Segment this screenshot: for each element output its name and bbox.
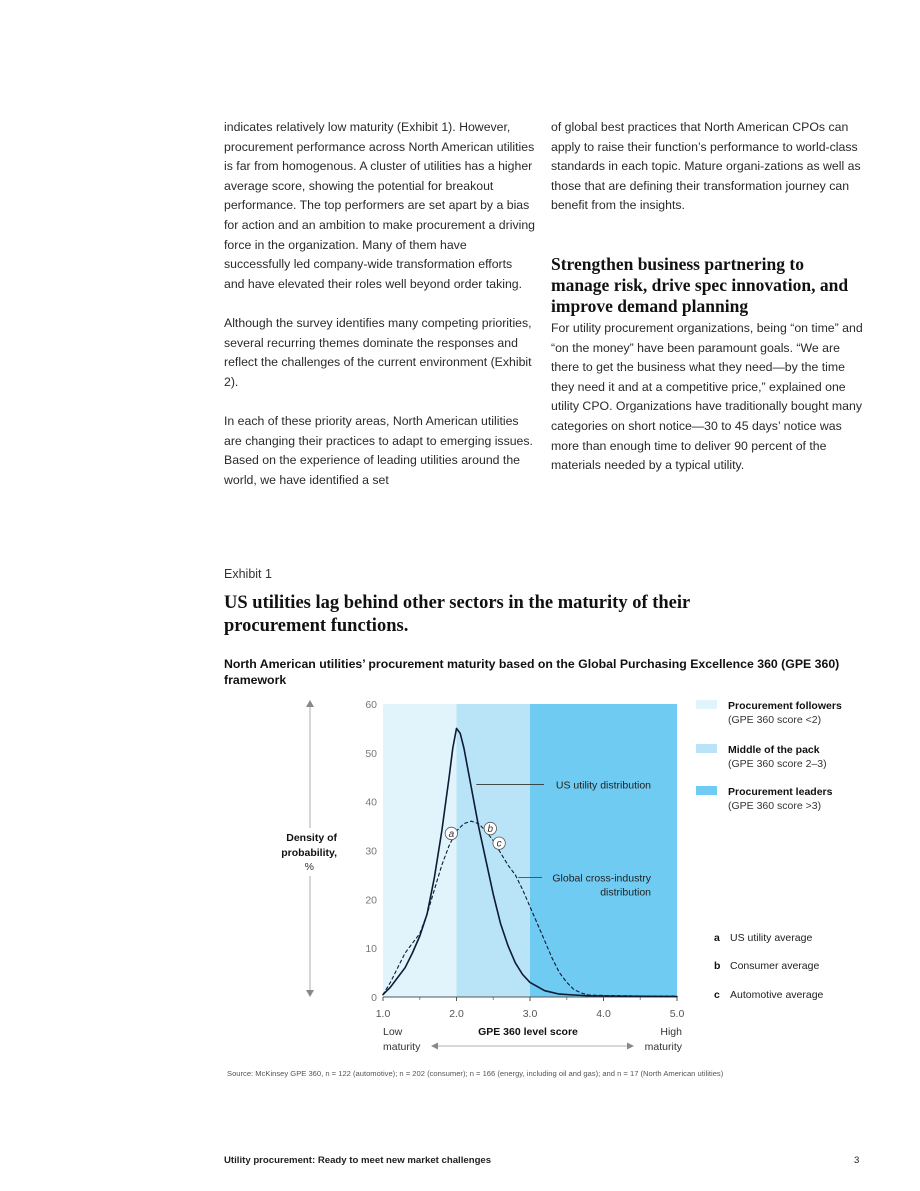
exhibit-label: Exhibit 1 <box>224 567 272 581</box>
low-maturity-label: maturity <box>383 1041 421 1053</box>
y-tick-label: 0 <box>371 992 377 1004</box>
legend-marker-letter: a <box>714 932 720 944</box>
average-marker-letter: b <box>487 824 494 836</box>
high-maturity-label: High <box>660 1026 682 1038</box>
legend-marker-letter: c <box>714 989 720 1001</box>
zone-band-2 <box>457 704 531 997</box>
legend-zone-name: Procurement leaders <box>728 786 833 798</box>
body-paragraph: indicates relatively low maturity (Exhibit 1). However, procurement performance across North American utilities is far from homogenous. A cluster of utilities has a higher average score, showing the potential for breakout performance. The top performers are set apart by a bias for action and an ambition to make procurement a driving force in the organization. Many of them have successfully led company-wide transformation efforts and have elevated their roles well beyond order taking. <box>224 120 536 291</box>
y-axis-label: Density of <box>286 832 337 844</box>
legend-marker-letter: b <box>714 960 721 972</box>
legend-zone-name: Procurement followers <box>728 700 842 712</box>
y-axis-arrow-down-icon <box>306 990 314 997</box>
low-maturity-label: Low <box>383 1026 403 1038</box>
us-distribution-label: US utility distribution <box>555 779 651 792</box>
page-number: 3 <box>854 1155 860 1166</box>
zone-band-3 <box>530 704 677 997</box>
chart-subtitle: North American utilities’ procurement maturity based on the Global Purchasing Excellence 360 (GPE 360) framework <box>224 657 840 687</box>
legend-zone-range: (GPE 360 score <2) <box>728 714 822 726</box>
average-marker-letter: c <box>496 838 502 850</box>
y-tick-label: 60 <box>365 699 377 711</box>
x-tick-label: 4.0 <box>596 1008 611 1020</box>
y-tick-label: 40 <box>365 796 377 809</box>
legend-swatch <box>696 744 717 753</box>
legend-zone-range: (GPE 360 score >3) <box>728 800 822 812</box>
x-tick-label: 1.0 <box>375 1008 391 1020</box>
average-marker-letter: a <box>448 828 455 840</box>
y-axis-unit: % <box>304 861 314 873</box>
legend-zone-name: Middle of the pack <box>728 744 820 756</box>
x-axis-label: GPE 360 level score <box>478 1026 578 1038</box>
global-distribution-label: distribution <box>600 886 651 899</box>
x-tick-label: 5.0 <box>669 1008 685 1020</box>
legend-marker-label: Automotive average <box>730 989 824 1001</box>
zone-band-1 <box>383 704 457 997</box>
global-distribution-label: Global cross-industry <box>552 872 651 885</box>
legend-zone-range: (GPE 360 score 2–3) <box>728 758 827 770</box>
x-tick-label: 3.0 <box>522 1008 538 1020</box>
legend-swatch <box>696 700 717 709</box>
legend-swatch <box>696 786 717 795</box>
source-note: Source: McKinsey GPE 360, n = 122 (automotive); n = 202 (consumer); n = 166 (energy, including oil and gas); and n = 17 (North American utilities) <box>227 1069 724 1078</box>
body-paragraph: Although the survey identifies many competing priorities, several recurring themes dominate the responses and reflect the challenges of the current environment (Exhibit 2). <box>224 315 532 389</box>
body-paragraph: of global best practices that North American CPOs can apply to raise their function’s performance to world-class standards in each topic. Mature organi-zations as well as those that are defining their transformation journey can benefit from the insights. <box>551 120 861 213</box>
body-paragraph: For utility procurement organizations, being “on time” and “on the money” have been paramount goals. “We are there to get the business what they need—by the time they need it and at a competitive price,” explained one utility CPO. Organizations have traditionally bought many categories on short notice—30 to 45 days’ notice was more than enough time to deliver 90 percent of the materials needed by a typical utility. <box>551 320 863 473</box>
footer-title: Utility procurement: Ready to meet new market challenges <box>224 1155 492 1166</box>
y-tick-label: 50 <box>365 747 377 760</box>
legend-marker-label: US utility average <box>730 932 813 944</box>
arrow-right-icon <box>627 1043 634 1050</box>
y-tick-label: 10 <box>365 943 377 956</box>
y-axis-arrow-up-icon <box>306 700 314 707</box>
exhibit-title: US utilities lag behind other sectors in the maturity of their procurement functions. <box>224 593 690 636</box>
section-subheading: Strengthen business partnering to manage risk, drive spec innovation, and improve demand planning <box>551 253 849 316</box>
y-tick-label: 20 <box>365 894 377 907</box>
x-tick-label: 2.0 <box>449 1008 464 1020</box>
high-maturity-label: maturity <box>644 1041 682 1053</box>
body-paragraph: In each of these priority areas, North American utilities are changing their practices to adapt to emerging issues. Based on the experience of leading utilities around the world, we have identified a set <box>224 413 533 487</box>
y-axis-label: probability, <box>281 847 337 859</box>
legend-marker-label: Consumer average <box>730 960 820 972</box>
arrow-left-icon <box>431 1043 438 1050</box>
y-tick-label: 30 <box>365 845 377 858</box>
